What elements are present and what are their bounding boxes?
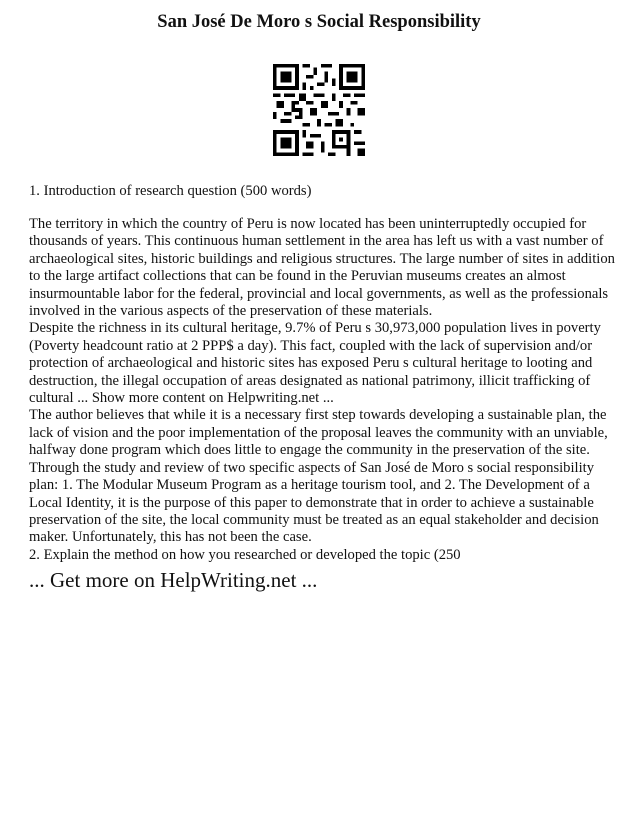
paragraph: Despite the richness in its cultural heritage, 9.7% of Peru s 30,973,000 population lives in poverty (Poverty headcount ratio at 2 PPP$ a day). This fact, coupled with the lack of supervision and/or protection of archaeological and historic sites has exposed Peru s cultural heritage to looting and destruction, the illegal occupation of areas designated as national patrimony, illicit trafficking of cultural ... Show more content on Helpwriting.net ... <box>29 320 601 407</box>
qr-code <box>273 64 365 156</box>
get-more-link[interactable]: ... Get more on HelpWriting.net ... <box>29 568 318 592</box>
paragraph: The territory in which the country of Peru is now located has been uninterruptedly occupied for thousands of years. This continuous human settlement in the area has left us with a vast number of archaeological sites, historic buildings and religious structures. The large number of sites in addition to the large artifact collections that can be found in the Peruvian museums creates an almost insurmountable labor for the federal, provincial and local governments, as well as the professionals involved in the various aspects of the preservation of these materials. <box>29 216 615 320</box>
page-title: San José De Moro s Social Responsibility <box>157 12 481 32</box>
paragraph: The author believes that while it is a necessary first step towards developing a sustainable plan, the lack of vision and the poor implementation of the proposal leaves the community with an unviable, halfway done program which does little to engage the community in the preservation of the site. Through the study and review of two specific aspects of San José de Moro s social responsibility plan: 1. The Modular Museum Program as a heritage tourism tool, and 2. The Development of a Local Identity, it is the purpose of this paper to demonstrate that in order to achieve a sustainable preservation of the site, the local community must be treated as an equal stakeholder and decision maker. Unfortunately, this has not been the case. <box>29 407 608 546</box>
paragraph: 2. Explain the method on how you researched or developed the topic (250 <box>29 546 461 563</box>
body-text <box>29 216 624 564</box>
section-heading: 1. Introduction of research question (500 words) <box>29 183 312 199</box>
